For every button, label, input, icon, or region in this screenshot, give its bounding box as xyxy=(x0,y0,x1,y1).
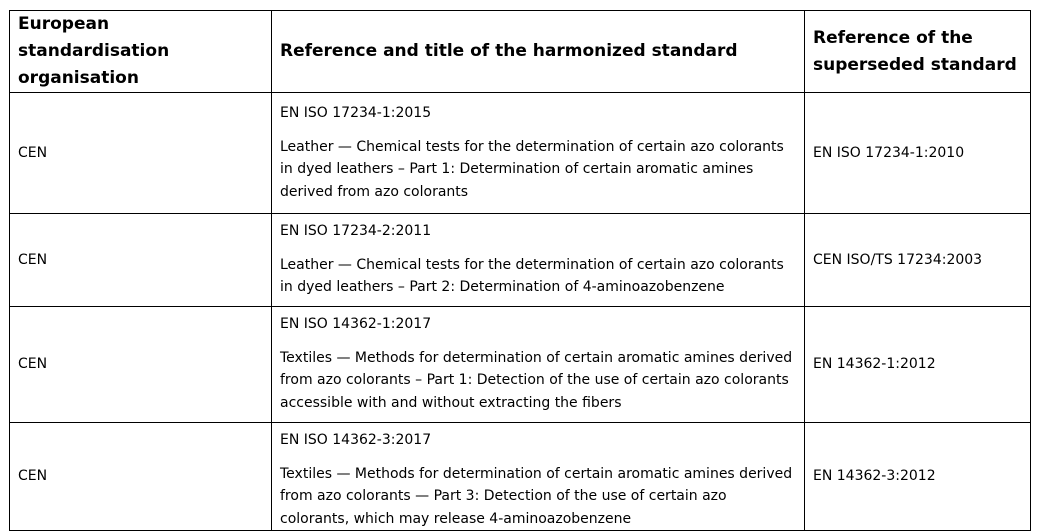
table-row xyxy=(10,307,1031,423)
table-row xyxy=(10,423,1031,531)
table-row xyxy=(10,214,1031,307)
organisation-cell: CEN xyxy=(10,93,272,214)
superseded-cell: EN 14362-1:2012 xyxy=(805,307,1031,423)
standard-reference: EN ISO 17234-1:2015 xyxy=(280,105,432,121)
reference-title-cell xyxy=(272,93,805,214)
standards-table xyxy=(9,10,1031,531)
standard-title: Textiles — Methods for determination of certain aromatic amines derived from azo colorants — Part 3: Detection of the use of certain azo colorants, which may release 4-aminoazobenzene xyxy=(280,465,793,527)
table-row xyxy=(10,93,1031,214)
standard-title: Textiles — Methods for determination of certain aromatic amines derived from azo colorants – Part 1: Detection of the use of certain azo colorants accessible with and without extracting the fibers xyxy=(280,349,793,411)
organisation-cell: CEN xyxy=(10,214,272,307)
standard-title: Leather — Chemical tests for the determination of certain azo colorants in dyed leathers – Part 1: Determination of certain aromatic amines derived from azo colorants xyxy=(280,138,784,200)
reference-title-cell xyxy=(272,423,805,531)
organisation-cell: CEN xyxy=(10,307,272,423)
organisation-cell: CEN xyxy=(10,423,272,531)
standard-reference: EN ISO 14362-3:2017 xyxy=(280,432,432,448)
reference-title-cell xyxy=(272,307,805,423)
table-header-row xyxy=(10,11,1031,93)
superseded-cell: EN 14362-3:2012 xyxy=(805,423,1031,531)
standard-reference: EN ISO 17234-2:2011 xyxy=(280,223,432,239)
superseded-cell: EN ISO 17234-1:2010 xyxy=(805,93,1031,214)
reference-title-cell xyxy=(272,214,805,307)
standard-title: Leather — Chemical tests for the determination of certain azo colorants in dyed leathers – Part 2: Determination of 4-aminoazobenzene xyxy=(280,256,784,295)
superseded-cell: CEN ISO/TS 17234:2003 xyxy=(805,214,1031,307)
header-organisation: European standardisation organisation xyxy=(10,11,272,93)
header-reference-title: Reference and title of the harmonized standard xyxy=(272,11,805,93)
header-superseded: Reference of the superseded standard xyxy=(805,11,1031,93)
standard-reference: EN ISO 14362-1:2017 xyxy=(280,316,432,332)
